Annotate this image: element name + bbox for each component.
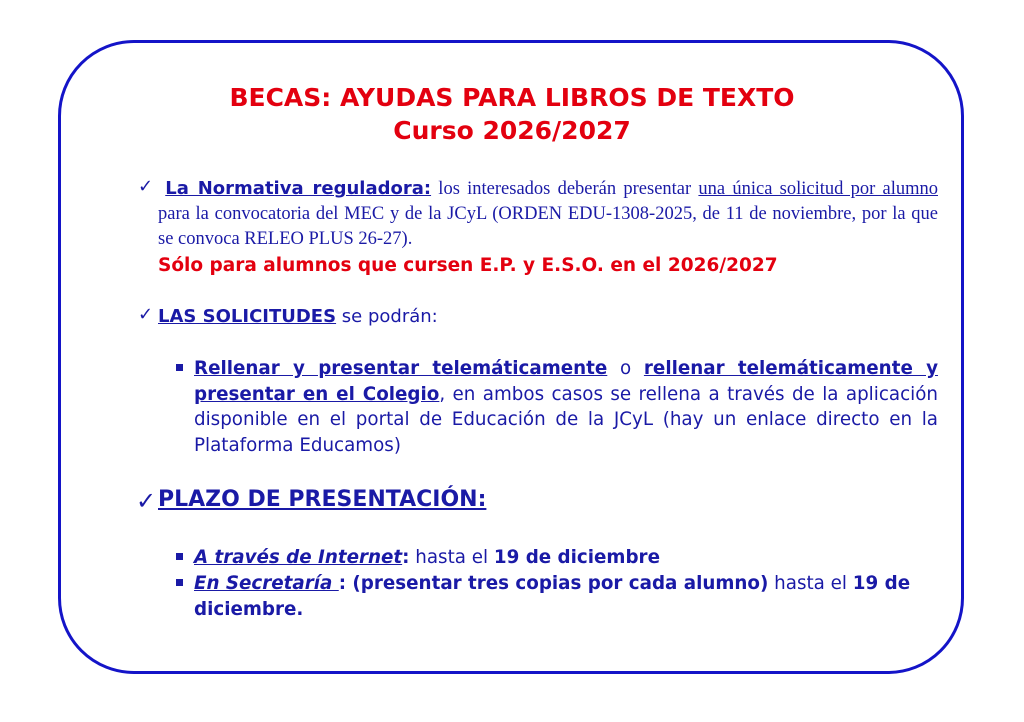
solicitudes-text: se podrán: (336, 306, 438, 327)
eligibility-note: Sólo para alumnos que cursen E.P. y E.S.O. en el 2026/2027 (158, 255, 778, 276)
bullet-icon (176, 364, 183, 371)
internet-colon: : (402, 547, 410, 568)
check-icon: ✓ (138, 304, 154, 325)
solicitudes-heading: LAS SOLICITUDES (158, 306, 337, 327)
bullet-icon (176, 553, 183, 560)
secretaria-link[interactable]: En Secretaría (194, 573, 339, 594)
plazo-secretaria-item (194, 571, 938, 622)
internet-text: hasta el (409, 547, 494, 568)
solicitudes-line (158, 304, 438, 329)
check-icon: ✓ (138, 176, 154, 197)
options-rest-text: , en ambos casos se rellena a través de la aplicación disponible en el portal de Educación de la JCyL (hay un enlace directo en la Plataforma Educamos) (194, 383, 938, 456)
options-connector: o (607, 358, 644, 379)
course-subtitle: Curso 2026/2027 (393, 116, 631, 145)
normativa-text-b: para la convocatoria del MEC y de la JCyL (ORDEN EDU-1308-2025, de 11 de noviembre, por la que se convoca RELEO PLUS 26-27). (158, 204, 938, 249)
normativa-text-a: los interesados deberán presentar (431, 179, 699, 199)
bullet-icon (176, 579, 183, 586)
secretaria-text: hasta el (768, 573, 853, 594)
normativa-underlined: una única solicitud por alumno (698, 179, 938, 199)
page-title: BECAS: AYUDAS PARA LIBROS DE TEXTO (229, 83, 795, 112)
option-school-link[interactable]: rellenar telemáticamente y presentar en el Colegio (194, 358, 939, 405)
normativa-heading: La Normativa reguladora: (165, 178, 432, 199)
normativa-paragraph (158, 176, 938, 252)
solicitudes-options-paragraph (194, 356, 938, 458)
internet-link[interactable]: A través de Internet (194, 547, 403, 568)
secretaria-date: 19 de diciembre. (194, 573, 911, 620)
option-online-link[interactable]: Rellenar y presentar telemáticamente (194, 358, 608, 379)
check-icon: ✓ (136, 487, 157, 515)
plazo-internet-item (194, 545, 954, 571)
secretaria-note: : (presentar tres copias por cada alumno) (338, 573, 769, 594)
plazo-heading: PLAZO DE PRESENTACIÓN: (158, 487, 487, 512)
internet-date: 19 de diciembre (493, 547, 660, 568)
